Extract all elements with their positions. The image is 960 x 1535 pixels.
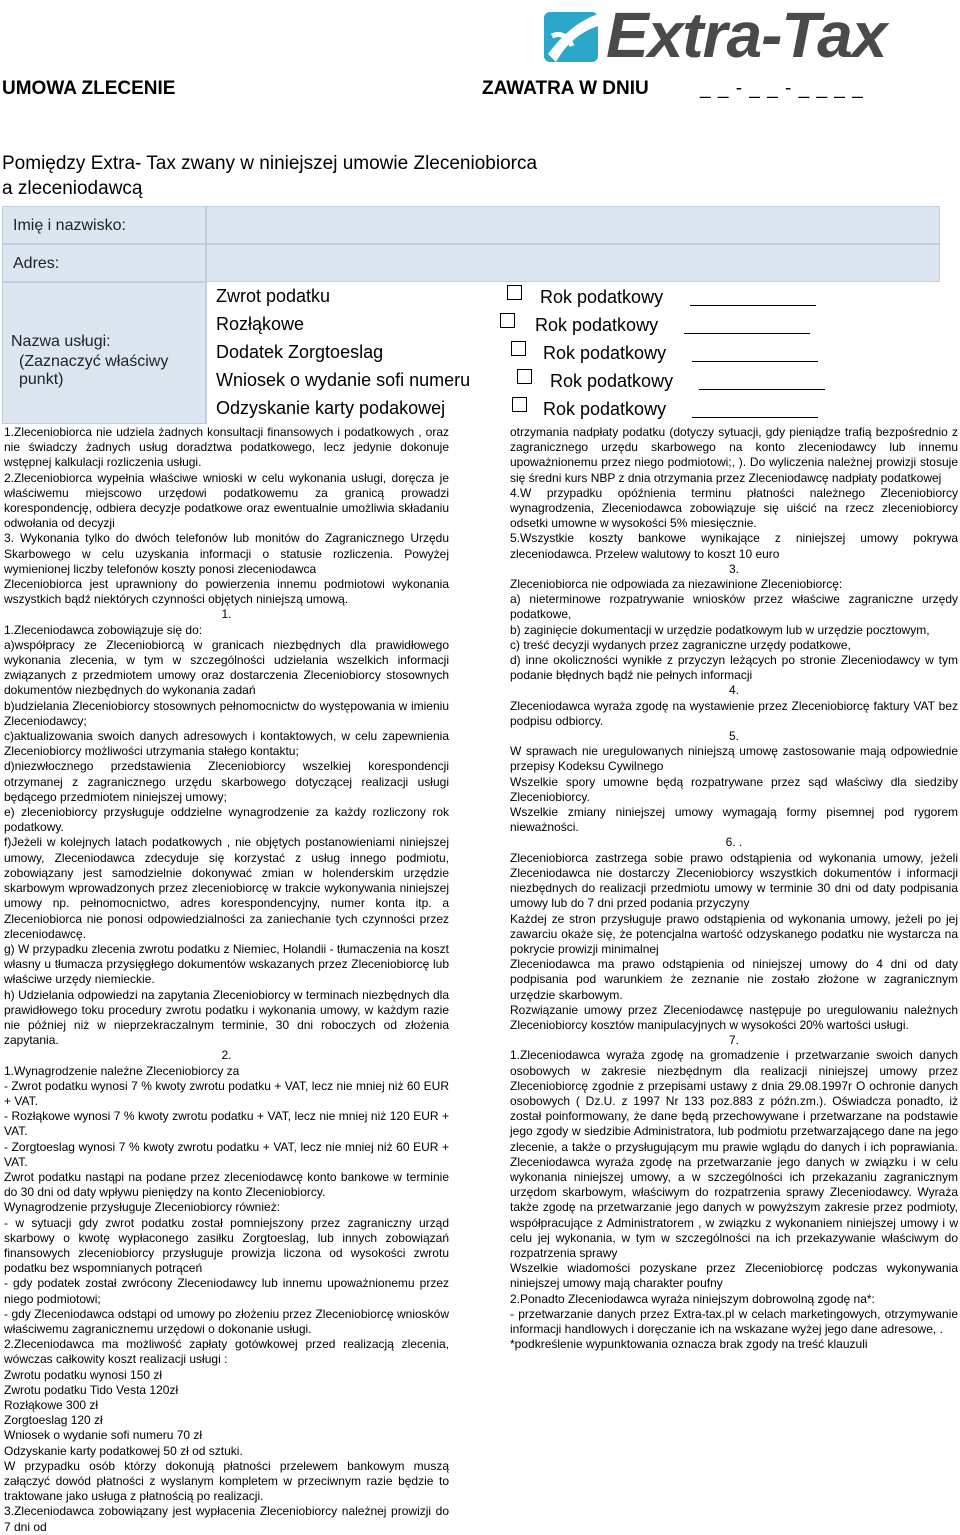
clause-paragraph: Zleceniodawca wyraża zgodę na wystawienie przez Zleceniobiorcę faktury VAT bez podpisu odbiorcy. <box>510 698 958 728</box>
section-number: 7. <box>728 1033 739 1048</box>
service-option-karta: Odzyskanie karty podakowej <box>216 398 446 418</box>
clause-paragraph: Wszelkie spory umowne będą rozpatrywane przez sąd właściwy dla siedziby Zleceniobiorcy. <box>510 774 958 804</box>
clause-paragraph: b)udzielania Zleceniobiorcy stosownych pełnomocnictw do występowania w imieniu Zleceniodawcy; <box>4 698 449 728</box>
clause-paragraph: 1.Zleceniodawca wyraża zgodę na gromadzenie i przetwarzanie swoich danych osobowych w zakresie niezbędnym dla realizacji niniejszej umowy przez Zleceniobiorcę zgodnie z przepisami ustawy z dnia 29.08.1997r O ochronie danych osobowych ( Dz.U. z 1997 Nr 133 poz.883 z późn.zm.). Oświadcza ponadto, iż został poinformowany, że dane będą przechowywane i przetwarzane na podstawie jego zgody w siedzibie Administratora, lub podmiotu przetwarzającego dane na jego zlecenie, a także o przysługującym mu prawie wglądu do danych i ich poprawiania. Zleceniodawca wyraża zgodę na przetwarzanie jego danych w związku i w celu wykonania niniejszej umowy, a w szczególności ich przekazaniu zagranicznym urzędom skarbowym, właściwym do rozpatrzenia sprawy Zleceniodawcy. Wyraża także zgodę na przetwarzanie jego danych w powyższym zakresie przez podmioty, współpracujące z Administratorem , w związku z wykonaniem niniejszej umowy i w celu jej wykonania, w tym w szczególności na ich przekazywanie właściwym do rozpatrzenia sprawy <box>510 1048 958 1260</box>
clause-paragraph: g) W przypadku zlecenia zwrotu podatku z Niemiec, Holandii - tłumaczenia na koszt własny u tłumacza przysięgłego dokumentów wskazanych przez Zleceniobiorcę lub właściwe urzędy niemieckie. <box>4 941 449 987</box>
tax-year-field-rozlakowe[interactable] <box>684 333 810 334</box>
service-label: Nazwa usługi: <box>11 333 111 350</box>
contract-terms-left <box>4 425 449 1535</box>
section-number: 6. . <box>725 835 743 850</box>
checkbox-rozlakowe[interactable] <box>500 313 515 328</box>
extra-tax-logo <box>540 2 940 70</box>
clause-paragraph: c)aktualizowania swoich danych adresowych i kontaktowych, w celu zapewnienia Zleceniobiorcy możliwości utrzymania stałego kontaktu; <box>4 729 449 759</box>
price-line: Zwrotu podatku wynosi 150 zł <box>4 1367 163 1382</box>
service-option-zwrot: Zwrot podatku <box>216 286 331 306</box>
section-number: 3. <box>728 561 739 576</box>
clause-paragraph: Wszelkie zmiany niniejszej umowy wymagają formy pisemnej pod rygorem nieważności. <box>510 805 958 835</box>
clause-paragraph: 2.Ponadto Zleceniodawca wyraża niniejszym dobrowolną zgodę na*: <box>510 1291 875 1306</box>
section-number: 5. <box>728 729 739 744</box>
clause-paragraph: a) nieterminowe rozpatrywanie wniosków przez właściwe zagraniczne urzędy podatkowe, <box>510 592 958 622</box>
clause-paragraph: 1.Zleceniodawca zobowiązuje się do: <box>4 622 203 637</box>
date-label: ZAWATRA W DNIU <box>482 78 649 99</box>
fee-line: - Zwrot podatku wynosi 7 % kwoty zwrotu podatku + VAT, lecz nie mniej niż 60 EUR + VAT. <box>4 1078 449 1108</box>
intro-line-2: a zleceniodawcą <box>2 178 143 199</box>
clause-paragraph: a)współpracy ze Zleceniobiorcą w granicach niezbędnych dla prawidłowego wykonania zlecenia, w tym w szczególności udzielania wszelkich informacji związanych z przedmiotem umowy oraz dostarczenia Zleceniobiorcy stosownych dokumentów niezbędnych do wykonania zadań <box>4 637 449 698</box>
section-number: 2. <box>221 1048 232 1063</box>
clause-paragraph: 5.Wszystkie koszty bankowe wynikające z niniejszej umowy pokrywa zleceniodawca. Przelew walutowy to koszt 10 euro <box>510 531 958 561</box>
clause-paragraph: otrzymania nadpłaty podatku (dotyczy sytuacji, gdy pieniądze trafią bezpośrednio z zagranicznego urzędu skarbowego na konto zleceniodawcy lub innemu upoważnionemu przez niego podmiotowi;, ). Do wyliczenia należnej prowizji stosuje się średni kurs NBP z dnia otrzymania przez Zleceniodawcę nadpłaty podatkowej <box>510 425 958 485</box>
price-line: Odzyskanie karty podatkowej 50 zł od sztuki. <box>4 1443 243 1458</box>
tax-year-label-zorgtoeslag: Rok podatkowy <box>543 343 667 363</box>
logo-swoosh-icon <box>542 6 604 68</box>
tax-year-label-rozlakowe: Rok podatkowy <box>535 315 659 335</box>
clause-paragraph: b) zaginięcie dokumentacji w urzędzie podatkowym lub w urzędzie pocztowym, <box>510 622 930 637</box>
fee-line: - Zorgtoeslag wynosi 7 % kwoty zwrotu podatku + VAT, lecz nie mniej niż 60 EUR + VAT. <box>4 1139 449 1169</box>
clause-paragraph: 1.Wynagrodzenie należne Zleceniobiorcy za <box>4 1063 240 1078</box>
tax-year-label-karta: Rok podatkowy <box>543 399 667 419</box>
clause-paragraph: W przypadku osób którzy dokonują płatności przelewem bankowym muszą załączyć dowód płatności z wyslanym kompletem w przeciwnym razie będzie to traktowane jako usługa z płatnością po realizacji. <box>4 1458 449 1504</box>
section-number: 4. <box>728 683 739 698</box>
clause-paragraph: Wynagrodzenie przysługuje Zleceniobiorcy również: <box>4 1200 281 1215</box>
price-line: Wniosek o wydanie sofi numeru 70 zł <box>4 1428 203 1443</box>
tax-year-field-zwrot[interactable] <box>690 305 816 306</box>
clause-paragraph: Rozwiązanie umowy przez Zleceniodawcę następuje po uregulowaniu należnych Zleceniobiorcy kosztów manipulacyjnych w wysokości 20% wartości usługi. <box>510 1002 958 1032</box>
clause-paragraph: - przetwarzanie danych przez Extra-tax.pl w celach marketingowych, otrzymywanie informacji handlowych i doręczanie ich na wskazane wyżej jego dane adresowe, . <box>510 1306 958 1336</box>
address-label: Adres: <box>13 255 60 272</box>
clause-paragraph: Każdej ze stron przysługuje prawo odstąpienia od wykonania umowy, jeżeli po jej zawarciu okaże się, że potencjalna wartość odzyskanego podatku nie wystarcza na pokrycie prowizji minimalnej <box>510 911 958 956</box>
service-option-sofi: Wniosek o wydanie sofi numeru <box>216 370 471 390</box>
name-label-cell <box>2 206 206 244</box>
contract-title: UMOWA ZLECENIE <box>2 78 176 99</box>
service-label-cell <box>2 282 206 424</box>
clause-paragraph: Zleceniobiorca zastrzega sobie prawo odstąpienia od wykonania umowy, jeżeli Zleceniodawca nie dostarczy Zleceniobiorcy wszystkich dokumentów i informacji niezbędnych do realizacji przedmiotu umowy w terminie 30 dni od daty podpisania umowy lub do 7 dni przed podania przyczyny <box>510 850 958 911</box>
logo-text: Extra-Tax <box>606 0 887 71</box>
tax-year-field-sofi[interactable] <box>699 389 825 390</box>
clause-paragraph: c) treść decyzji wydanych przez zagraniczne urzędy podatkowe, <box>510 637 851 652</box>
clause-paragraph: - gdy podatek został zwrócony Zleceniodawcy lub innemu upoważnionemu przez niego podmiotowi; <box>4 1276 449 1306</box>
clause-paragraph: 3. Wykonania tylko do dwóch telefonów lub monitów do Zagranicznego Urzędu Skarbowego w celu uzyskania informacji o statusie rozliczenia. Powyżej wymienionej liczby telefonów koszty ponosi zleceniodawca <box>4 531 449 576</box>
footnote: *podkreślenie wypunktowania oznacza brak zgody na treść klauzuli <box>510 1337 868 1352</box>
intro-line-1: Pomiędzy Extra- Tax zwany w niniejszej umowie Zleceniobiorca <box>2 153 538 174</box>
checkbox-karta[interactable] <box>512 397 527 412</box>
checkbox-sofi[interactable] <box>517 369 532 384</box>
clause-paragraph: 3.Zleceniodawca zobowiązany jest wypłacenia Zleceniobiorcy należnej prowizji do 7 dni od <box>4 1504 449 1534</box>
date-field[interactable]: _ _ - _ _ - _ _ _ _ <box>700 78 864 99</box>
section-number: 1. <box>221 607 232 622</box>
clause-paragraph: Zleceniobiorca jest uprawniony do powierzenia innemu podmiotowi wykonania wszystkich bądź niektórych czynności objętych niniejszą umową. <box>4 577 449 607</box>
clause-paragraph: d) inne okoliczności wynikłe z przyczyn leżących po stronie Zleceniodawcy w tym podanie błędnych bądź nie pełnych informacji <box>510 653 958 683</box>
clause-paragraph: 1.Zleceniobiorca nie udziela żadnych konsultacji finansowych i podatkowych , oraz nie świadczy żadnych usług doradztwa podatkowego, lecz jedynie dokonuje wstępnej kalkulacji rozliczenia usługi. <box>4 425 449 470</box>
fee-line: - Rozłąkowe wynosi 7 % kwoty zwrotu podatku + VAT, lecz nie mniej niż 120 EUR + VAT. <box>4 1109 449 1139</box>
tax-year-field-karta[interactable] <box>692 417 818 418</box>
clause-paragraph: W sprawach nie uregulowanych niniejszą umowę zastosowanie mają odpowiednie przepisy Kodeksu Cywilnego <box>510 744 958 774</box>
clause-paragraph: Zleceniobiorca nie odpowiada za niezawinione Zleceniobiorcę: <box>510 577 843 592</box>
service-option-rozlakowe: Rozłąkowe <box>216 314 305 334</box>
address-label-cell <box>2 244 206 282</box>
clause-paragraph: d)niezwłocznego przedstawienia Zleceniobiorcy wszelkiej korespondencji otrzymanej z zagranicznego urzędu skarbowego dotyczącej realizacji usługi będącego przedmiotem niniejszej umowy; <box>4 759 449 804</box>
price-line: Rozłąkowe 300 zł <box>4 1398 99 1412</box>
clause-paragraph: Zwrot podatku nastąpi na podane przez zleceniodawcę konto bankowe w terminie do 30 dni od daty wpływu pieniędzy na konto Zleceniobiorcy. <box>4 1169 449 1200</box>
price-line: Zwrotu podatku Tido Vesta 120zł <box>4 1382 179 1397</box>
clause-paragraph: 2.Zleceniobiorca wypełnia właściwe wnioski w celu wykonania usługi, doręcza je właściwemu miejscowo urzędowi podatkowemu za granicą prowadzi korespondencję, odbiera decyzje podatkowe oraz ewentualnie umożliwia składaniu odwołania od decyzji <box>4 470 449 531</box>
clause-paragraph: 2.Zleceniodawca ma możliwość zapłaty gotówkowej przed realizacją zlecenia, wówczas całkowity koszt realizacji usługi : <box>4 1337 449 1367</box>
price-line: Zorgtoeslag 120 zł <box>4 1413 103 1428</box>
client-form <box>2 206 940 424</box>
address-field[interactable] <box>206 244 940 282</box>
clause-paragraph: 4.W przypadku opóźnienia terminu płatności należnego Zleceniobiorcy wynagrodzenia, Zleceniodawca zobowiązuje się uiścić na rzecz zleceniobiorcy odsetki umowne w wysokości 5% miesięcznie. <box>510 485 958 531</box>
clause-paragraph: Zleceniodawca ma prawo odstąpienia od niniejszej umowy do 4 dni od daty podpisania pod warunkiem że zeznanie nie zostało złożone w zagranicznym urzędzie skarbowym. <box>510 957 958 1002</box>
clause-paragraph: e) zleceniobiorcy przysługuje oddzielne wynagrodzenie za każdy rozliczony rok podatkowy. <box>4 805 449 835</box>
clause-paragraph: h) Udzielania odpowiedzi na zapytania Zleceniobiorcy w terminach niezbędnych dla prawidłowego toku procedury zwrotu podatku i wykonania umowy, w każdym razie nie później niż w nieprzekraczalnym terminie, 30 dni roboczych od złożenia zapytania. <box>4 987 449 1048</box>
name-label: Imię i nazwisko: <box>13 217 126 234</box>
tax-year-label-zwrot: Rok podatkowy <box>540 287 664 307</box>
clause-paragraph: f)Jeżeli w kolejnych latach podatkowych , nie objętych postanowieniami niniejszej umowy, Zleceniodawca zdecyduje się korzystać z usług innego podmiotu, zobowiązany jest samodzielnie dokonywać zmian w holenderskim urzędzie skarbowym wprowadzonych przez zleceniobiorcę w trakcie wykonywania niniejszej umowy np. pełnomocnictwo, adres korespondencyjny, numer konta itp. a Zleceniobiorca nie ponosi odpowiedzialności za zaniechanie tych czynności przez zleceniodawcę. <box>4 835 449 941</box>
clause-paragraph: Wszelkie wiadomości pozyskane przez Zleceniobiorcę podczas wykonywania niniejszej umowy mają charakter poufny <box>510 1261 958 1291</box>
clause-paragraph: - gdy Zleceniodawca odstąpi od umowy po złożeniu przez Zleceniobiorcę wniosków właściwemu zagranicznemu urzędowi o dokonanie usługi. <box>4 1306 449 1336</box>
service-option-zorgtoeslag: Dodatek Zorgtoeslag <box>216 342 384 362</box>
clause-paragraph: - w sytuacji gdy zwrot podatku został pomniejszony przez zagraniczny urząd skarbowy o kwotę wypłaconego zasiłku Zorgtoeslag, lub innych zobowiązań finansowych zleceniobiorcy przysługuje prowizja liczona od wysokości zwrotu podatku bez wspomnianych potrąceń <box>4 1215 449 1276</box>
tax-year-label-sofi: Rok podatkowy <box>550 371 674 391</box>
name-field[interactable] <box>206 206 940 244</box>
tax-year-field-zorgtoeslag[interactable] <box>692 361 818 362</box>
contract-terms-right <box>510 425 958 1352</box>
service-hint: (Zaznaczyć właściwy punkt) <box>19 353 169 388</box>
checkbox-zorgtoeslag[interactable] <box>511 341 526 356</box>
checkbox-zwrot[interactable] <box>507 285 522 300</box>
